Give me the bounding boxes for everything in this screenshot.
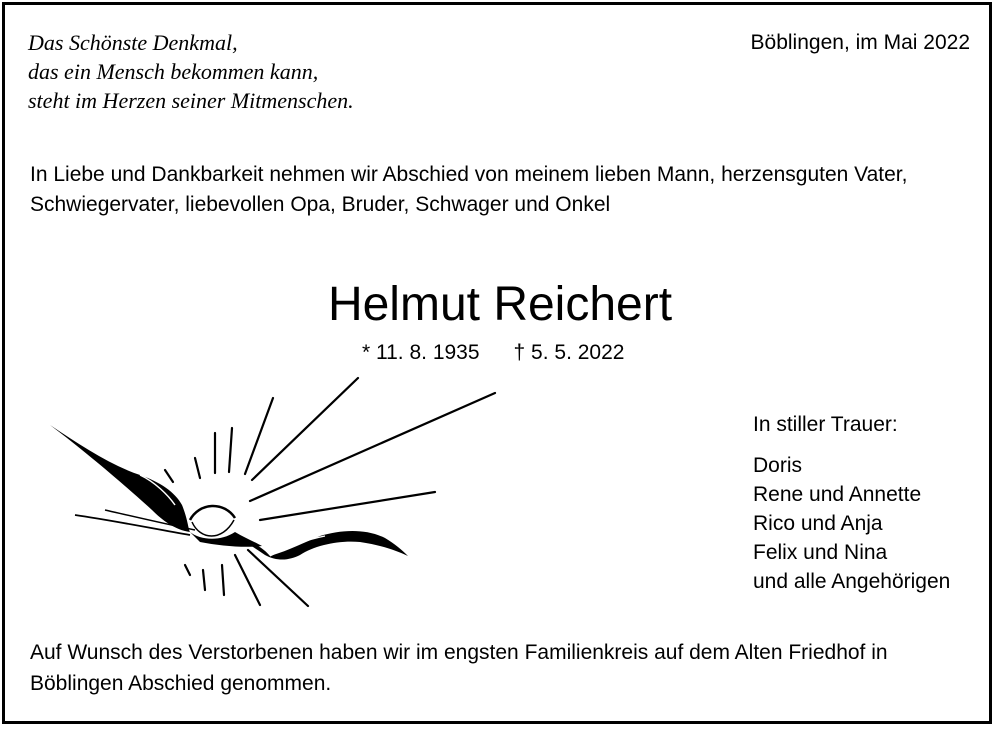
intro-line: In Liebe und Dankbarkeit nehmen wir Abschied von meinem lieben Mann, herzensguten Vater, (30, 163, 908, 186)
closing-line: Böblingen Abschied genommen. (30, 672, 332, 695)
death-date: † 5. 5. 2022 (513, 341, 625, 364)
intro-line: Schwiegervater, liebevollen Opa, Bruder, Schwager und Onkel (30, 193, 611, 216)
deceased-name: Helmut Reichert (327, 278, 673, 331)
closing-text (30, 637, 888, 699)
mourner-entry: Rico und Anja (753, 512, 883, 535)
life-dates (362, 339, 624, 367)
quote-line: Das Schönste Denkmal, (28, 30, 238, 55)
rising-sun-over-hills-icon (40, 370, 510, 615)
quote-line: das ein Mensch bekommen kann, (28, 59, 319, 84)
mourners-heading: In stiller Trauer: (753, 413, 898, 436)
birth-date: * 11. 8. 1935 (362, 341, 480, 364)
mourner-entry: Rene und Annette (753, 483, 922, 506)
mourners-block (753, 410, 950, 596)
mourner-entry: und alle Angehörigen (753, 570, 951, 593)
closing-line: Auf Wunsch des Verstorbenen haben wir im engsten Familienkreis auf dem Alten Friedhof in (30, 641, 888, 664)
quote-line: steht im Herzen seiner Mitmenschen. (28, 88, 354, 113)
mourner-entry: Felix und Nina (753, 541, 888, 564)
mourner-entry: Doris (753, 454, 803, 477)
memorial-quote (28, 28, 354, 115)
intro-text (30, 160, 980, 220)
place-and-date: Böblingen, im Mai 2022 (750, 31, 970, 54)
